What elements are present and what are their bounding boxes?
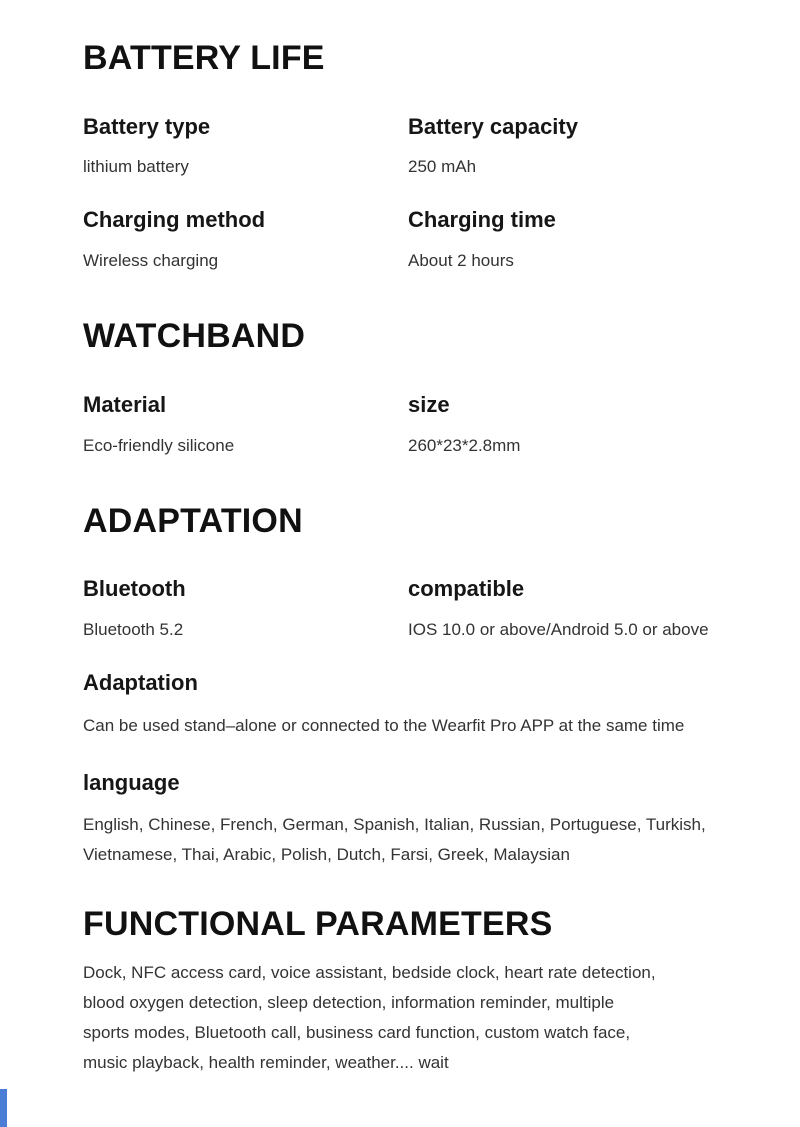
section-title-functional-parameters: FUNCTIONAL PARAMETERS [83,905,553,944]
spec-label-language: language [83,769,180,795]
spec-value-battery-capacity: 250 mAh [408,157,477,177]
text-line: English, Chinese, French, German, Spanish, Italian, Russian, Portuguese, Turkish, [83,815,706,835]
section-watchband [83,316,742,456]
text-line: music playback, health reminder, weather.... wait [83,1053,449,1073]
spec-label-material: Material [83,391,167,417]
spec-row [83,206,742,272]
spec-row [83,575,742,641]
text-line: blood oxygen detection, sleep detection, information reminder, multiple [83,993,615,1013]
section-functional-parameters [83,904,742,1078]
spec-label-battery-type: Battery type [83,113,211,139]
spec-label-charging-time: Charging time [408,207,556,233]
spec-value-adaptation [83,711,742,741]
spec-value-material: Eco-friendly silicone [83,435,235,455]
section-battery-life [83,38,742,272]
spec-row [83,391,742,457]
section-title-adaptation: ADAPTATION [83,501,303,540]
spec-label-size: size [408,391,450,417]
spec-value-language [83,810,742,870]
text-line: Can be used stand–alone or connected to the Wearfit Pro APP at the same time [83,715,685,735]
section-adaptation [83,501,742,871]
text-line: Vietnamese, Thai, Arabic, Polish, Dutch, Farsi, Greek, Malaysian [83,845,570,865]
spec-cell-charging-method [83,206,408,272]
spec-value-compatible: IOS 10.0 or above/Android 5.0 or above [408,620,709,640]
spec-label-adaptation: Adaptation [83,670,198,696]
spec-cell-charging-time [408,206,742,272]
spec-label-charging-method: Charging method [83,207,266,233]
spec-label-bluetooth: Bluetooth [83,576,186,602]
spec-cell-size [408,391,742,457]
spec-value-size: 260*23*2.8mm [408,435,521,455]
spec-cell-material [83,391,408,457]
spec-value-charging-time: About 2 hours [408,251,514,271]
spec-value-battery-type: lithium battery [83,157,189,177]
section-title-battery-life: BATTERY LIFE [83,39,325,77]
spec-cell-battery-type [83,113,408,179]
spec-row [83,113,742,179]
text-line: Dock, NFC access card, voice assistant, bedside clock, heart rate detection, [83,963,656,983]
spec-value-bluetooth: Bluetooth 5.2 [83,620,184,640]
functional-parameters-paragraph [83,958,742,1078]
spec-cell-battery-capacity [408,113,742,179]
section-title-watchband: WATCHBAND [83,317,306,356]
text-line: sports modes, Bluetooth call, business card function, custom watch face, [83,1023,631,1043]
spec-label-battery-capacity: Battery capacity [408,113,578,139]
page-edge-accent-bar [0,1089,7,1127]
spec-cell-compatible [408,575,742,641]
spec-value-charging-method: Wireless charging [83,251,219,271]
spec-cell-bluetooth [83,575,408,641]
spec-label-compatible: compatible [408,576,525,602]
